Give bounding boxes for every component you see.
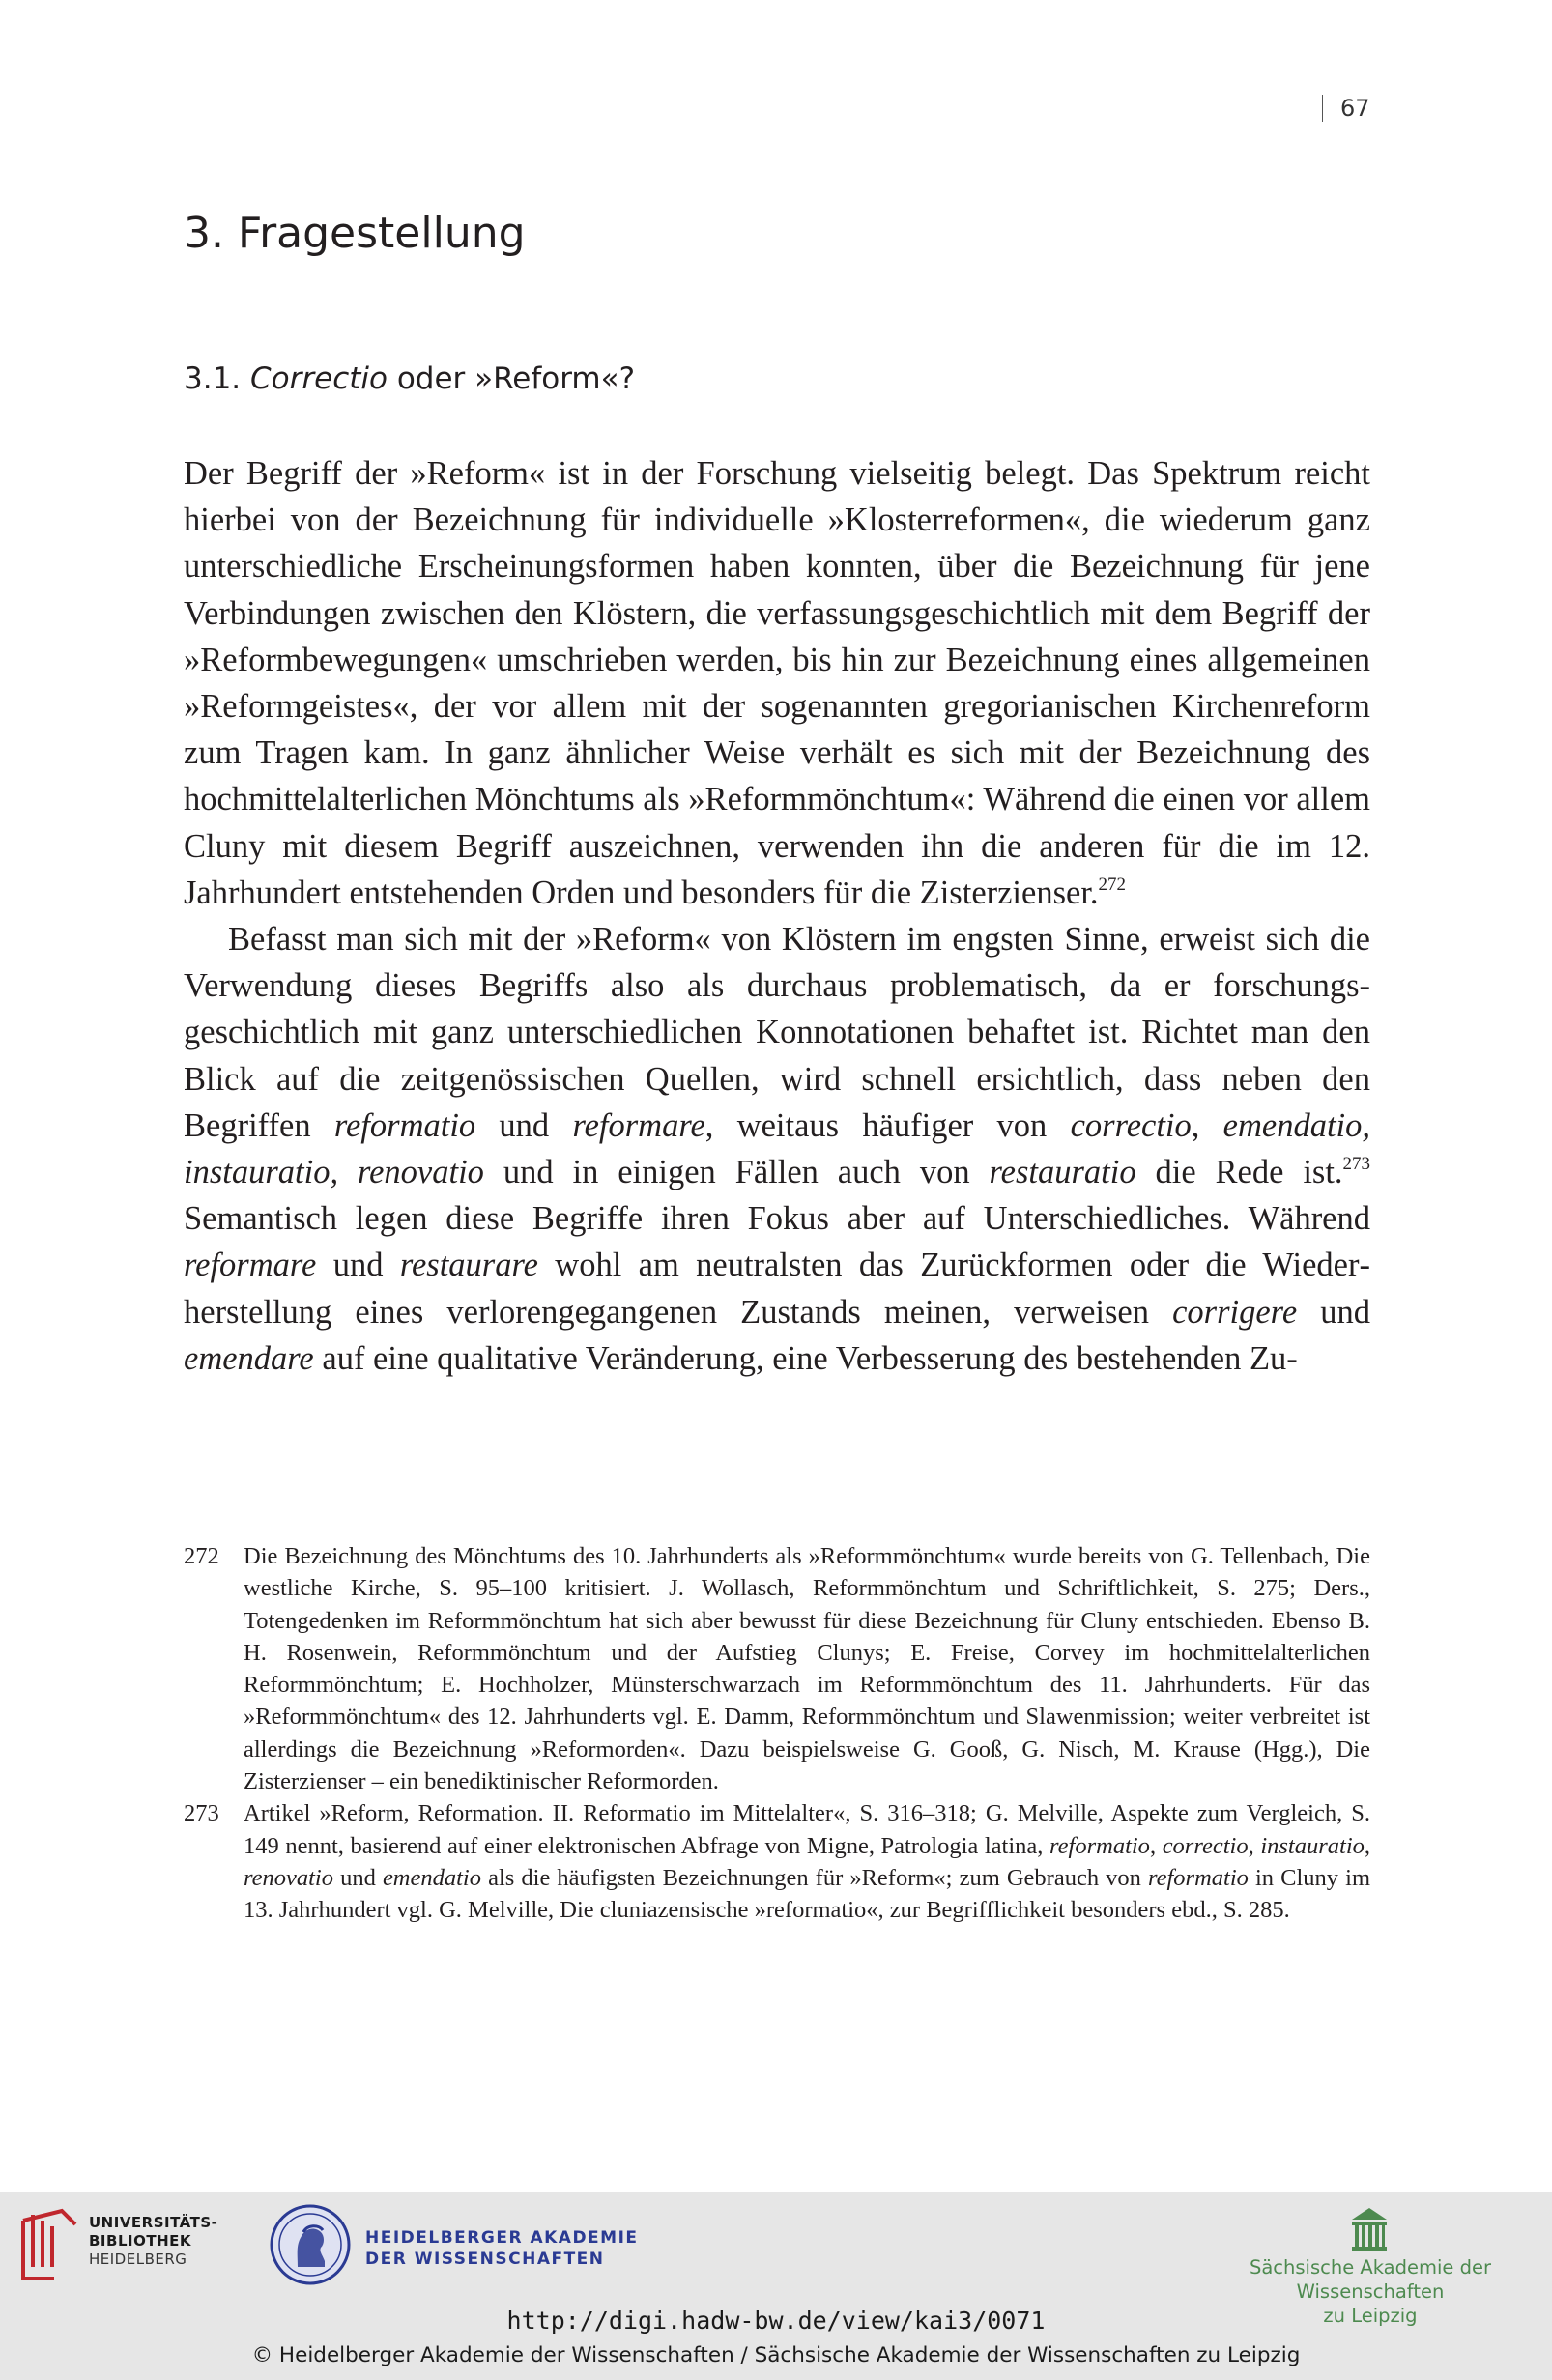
text-span: Semantisch legen diese Begriffe ihren Fokus aber auf Unterschiedliches. Während bbox=[184, 1200, 1370, 1238]
text-span: Artikel »Reform, Reformation. II. Reformatio im Mittelalter«, S. 316–318; G. Melville, Aspekte zum Vergleich, S. 149 nennt, basierend auf einer elektronischen Abfrage von Migne, Patrologia latina, bbox=[244, 1800, 1370, 1859]
text-span: , bbox=[1248, 1832, 1261, 1859]
text-span: und bbox=[316, 1247, 400, 1284]
academy-label bbox=[365, 2227, 639, 2270]
chapter-title: 3. Fragestellung bbox=[184, 209, 526, 258]
copyright-notice: © Heidelberger Akademie der Wissenschaften / Sächsische Akademie der Wissenschaften zu Leipzig bbox=[251, 2343, 1301, 2367]
hadw-line-2: DER WISSENSCHAFTEN bbox=[365, 2250, 605, 2269]
italic-term: correctio bbox=[1162, 1832, 1249, 1859]
section-title bbox=[184, 361, 635, 396]
italic-term: emendatio bbox=[382, 1864, 481, 1891]
text-span: in Cluny im 13. Jahrhundert vgl. G. Melville, Die cluniazensische »reformatio«, zur Begrifflichkeit besonders ebd., S. 285. bbox=[244, 1864, 1370, 1924]
footnote-text bbox=[244, 1797, 1370, 1926]
page-number: 67 bbox=[1322, 95, 1370, 122]
footnote-number: 272 bbox=[184, 1543, 219, 1569]
footnote-272 bbox=[184, 1540, 1370, 1797]
italic-term: reformatio bbox=[1049, 1832, 1150, 1859]
source-url-link[interactable]: http://digi.hadw-bw.de/view/kai3/0071 bbox=[506, 2307, 1046, 2335]
text-span: die Rede ist. bbox=[1135, 1154, 1343, 1191]
saw-line-1: Sächsische Akademie der Wissenschaften bbox=[1249, 2256, 1492, 2303]
paragraph-2 bbox=[184, 916, 1370, 1382]
italic-term: reformatio bbox=[333, 1106, 476, 1144]
saxon-academy-logo-icon bbox=[1350, 2208, 1389, 2252]
university-library-label bbox=[89, 2214, 217, 2269]
italic-term: reformatio bbox=[1148, 1864, 1249, 1891]
text-span: , weitaus häufiger von bbox=[704, 1106, 1071, 1144]
italic-term: emendare bbox=[184, 1339, 314, 1377]
academy-seal-icon bbox=[269, 2203, 352, 2286]
text-span: und in einigen Fällen auch von bbox=[483, 1154, 990, 1191]
italic-term: emendatio, instauratio, renovatio bbox=[184, 1106, 1371, 1191]
italic-term: reformare bbox=[184, 1247, 317, 1284]
text-span: , bbox=[1364, 1832, 1371, 1859]
hadw-line-1: HEIDELBERGER AKADEMIE bbox=[365, 2228, 639, 2248]
italic-term: renovatio bbox=[244, 1864, 333, 1891]
section-title-rest: oder »Reform«? bbox=[396, 361, 636, 396]
footnotes bbox=[184, 1540, 1370, 1927]
paragraph-1 bbox=[184, 450, 1370, 916]
italic-term: instauratio bbox=[1260, 1832, 1365, 1859]
text-span: und bbox=[1297, 1293, 1370, 1331]
italic-term: correctio bbox=[1070, 1106, 1192, 1144]
italic-term: restaurare bbox=[399, 1247, 538, 1284]
ub-line-2: BIBLIOTHEK bbox=[89, 2232, 191, 2250]
university-library-logo-icon bbox=[15, 2207, 83, 2284]
ub-line-1: UNIVERSITÄTS- bbox=[89, 2214, 218, 2231]
ub-line-3: HEIDELBERG bbox=[89, 2251, 187, 2268]
text-span: und bbox=[333, 1864, 383, 1891]
italic-term: restauratio bbox=[989, 1154, 1136, 1191]
footnote-number: 273 bbox=[184, 1800, 219, 1827]
section-title-italic: Correctio bbox=[250, 361, 388, 396]
text-span: , bbox=[1191, 1106, 1223, 1144]
paragraph-1-text: Der Begriff der »Reform« ist in der Forschung vielseitig belegt. Das Spektrum reicht hierbei von der Bezeichnung für individuelle »Klosterreformen«, die wiederum ganz unterschiedliche Erscheinungsformen haben konnten, über die Bezeichnung für jene Verbindungen zwischen den Klöstern, die verfassungsgeschichtlich mit dem Begriff der »Reformbewegungen« umschrieben werden, bis hin zur Bezeichnung eines allgemeinen »Reformgeistes«, der vor allem mit der sogenannten gregorianischen Kirchenreform zum Tragen kam. In ganz ähnlicher Weise verhält es sich mit der Bezeichnung des hochmittelalterlichen Mönchtums als »Reformmönchtum«: Während die einen vor allem Cluny mit diesem Begriff auszeichnen, verwenden ihn die anderen für die im 12. Jahrhundert entstehenden Orden und besonders für die Zisterzienser. bbox=[184, 455, 1370, 911]
text-span: und bbox=[475, 1106, 573, 1144]
section-number: 3.1. bbox=[184, 361, 242, 396]
text-span: als die häufigsten Bezeichnungen für »Reform«; zum Gebrauch von bbox=[481, 1864, 1148, 1891]
text-span: wohl am neutralsten das Zurückformen oder die Wiederherstellung eines verlorengegangenen Zustands meinen, verweisen bbox=[184, 1247, 1370, 1331]
footnote-ref-273[interactable]: 273 bbox=[1342, 1153, 1370, 1174]
text-span: auf eine qualitative Veränderung, eine Verbesserung des bestehenden Zu- bbox=[313, 1339, 1298, 1377]
footnote-text: Die Bezeichnung des Mönchtums des 10. Jahrhunderts als »Reformmönchtum« wurde bereits von G. Tellenbach, Die westliche Kirche, S. 95–100 kritisiert. J. Wollasch, Reformmönchtum und Schriftlichkeit, S. 275; Ders., Totengedenken im Reformmönchtum hat sich aber bewusst für diese Bezeichnung für Cluny entschieden. Ebenso B. H. Rosenwein, Reformmönchtum und der Aufstieg Clunys; E. Freise, Corvey im hochmittelalterlichen Reformmönchtum; E. Hochholzer, Münsterschwarzach im Reformmönchtum des 11. Jahrhunderts. Für das »Reformmönchtum« des 12. Jahrhunderts vgl. E. Damm, Reformmönchtum und Slawenmission; weiter verbreitet ist allerdings die Bezeichnung »Reformorden«. Dazu beispielsweise G. Gooß, G. Nisch, M. Krause (Hgg.), Die Zisterzienser – ein benediktinischer Reformorden. bbox=[244, 1543, 1370, 1795]
body-text bbox=[184, 450, 1370, 1382]
footnote-ref-272[interactable]: 272 bbox=[1098, 874, 1126, 895]
saw-line-2: zu Leipzig bbox=[1323, 2305, 1418, 2327]
text-span: Befasst man sich mit der »Reform« von Klöstern im engsten Sinne, erweist sich die Verwendung dieses Begriffs also als durchaus problematisch, da er forschungsgeschichtlich mit ganz unterschiedlichen Konnotationen behaftet ist. Richtet man den Blick auf die zeitgenössischen Quellen, wird schnell ersichtlich, dass neben den Begriffen bbox=[184, 921, 1370, 1144]
footnote-273 bbox=[184, 1797, 1370, 1926]
text-span: , bbox=[1149, 1832, 1163, 1859]
italic-term: corrigere bbox=[1172, 1293, 1298, 1331]
italic-term: reformare bbox=[572, 1106, 705, 1144]
